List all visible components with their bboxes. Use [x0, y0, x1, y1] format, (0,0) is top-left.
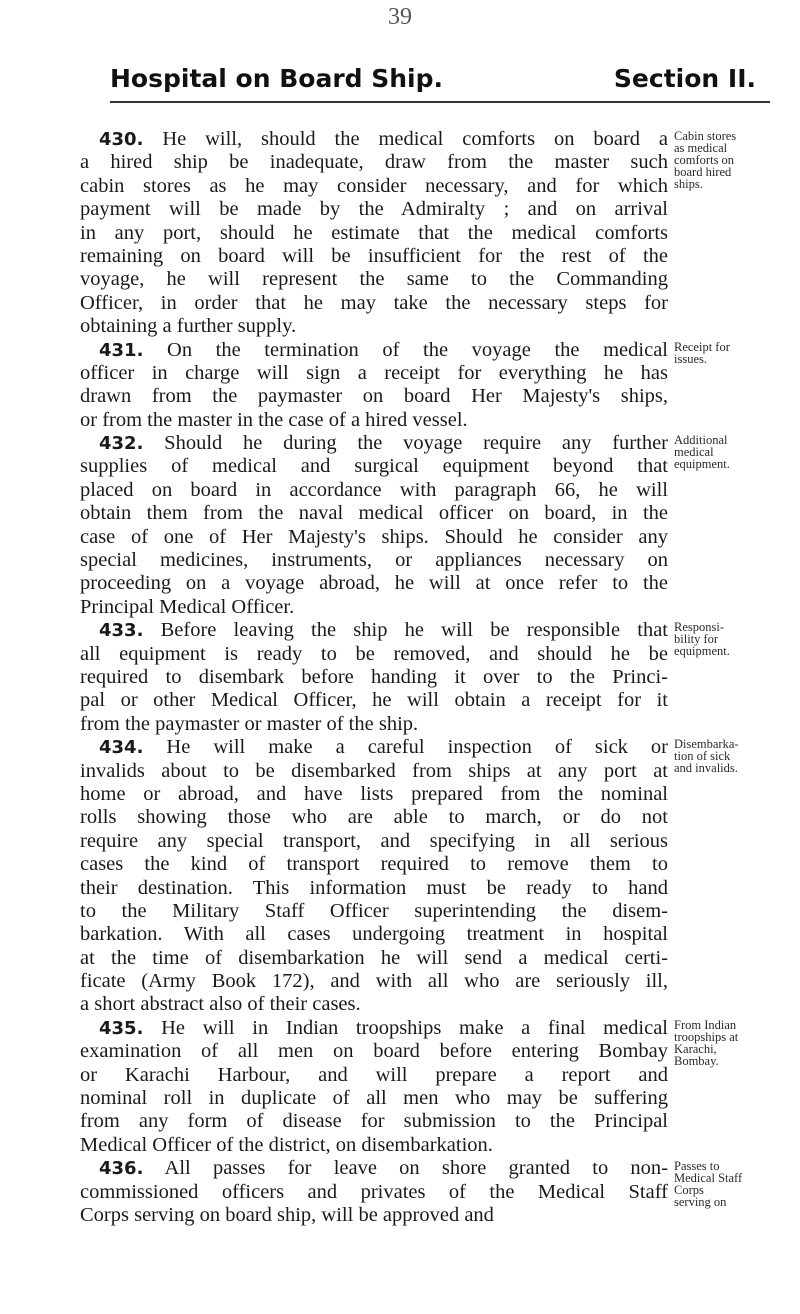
line-text: obtain them from the naval medical officer on board, in the — [80, 502, 668, 525]
header-rule — [110, 101, 770, 103]
line-text: invalids about to be disembarked from ships at any port at — [80, 759, 668, 782]
paragraph — [80, 339, 668, 433]
paragraph-number: 436. — [99, 1158, 144, 1180]
line-text: to the Military Staff Officer superintending the disem- — [80, 899, 668, 922]
text-line — [80, 666, 668, 689]
line-text: Principal Medical Officer. — [80, 595, 295, 618]
line-text: Before leaving the ship he will be responsible that — [160, 619, 668, 642]
body-text — [80, 128, 668, 1227]
line-text: Medical Officer of the district, on disembarkation. — [80, 1133, 493, 1156]
line-text: from any form of disease for submission to the Principal — [80, 1110, 668, 1133]
text-line — [80, 222, 668, 245]
paragraph — [80, 432, 668, 619]
text-line — [80, 830, 668, 853]
line-text: required to disembark before handing it over to the Princi- — [80, 665, 668, 688]
line-text: from the paymaster or master of the ship. — [80, 712, 419, 735]
margin-note-line: bility for — [674, 632, 719, 647]
margin-note-line: tion of sick — [674, 749, 731, 764]
margin-note-line: Additional — [674, 433, 728, 448]
paragraph-number: 433. — [99, 620, 144, 642]
text-line — [80, 1181, 668, 1204]
line-text: All passes for leave on shore granted to non- — [164, 1157, 668, 1180]
text-line — [80, 1157, 668, 1180]
line-text: drawn from the paymaster on board Her Majesty's ships, — [80, 385, 668, 408]
paragraph — [80, 619, 668, 736]
line-text: special medicines, instruments, or appliances necessary on — [80, 549, 668, 572]
line-text: He will make a careful inspection of sick or — [166, 736, 669, 759]
text-line — [80, 385, 668, 408]
margin-note-line: as medical — [674, 141, 728, 155]
margin-note-line: comforts on — [674, 153, 735, 167]
text-line — [80, 526, 668, 549]
margin-note — [674, 130, 798, 190]
text-line — [80, 175, 668, 198]
paragraph — [80, 1017, 668, 1157]
margin-note-line: medical — [674, 445, 714, 460]
line-text: in any port, should he estimate that the medical comforts — [80, 221, 668, 244]
text-line — [80, 315, 668, 338]
paragraph-number: 434. — [99, 737, 144, 759]
line-text: Should he during the voyage require any further — [164, 432, 668, 455]
margin-note — [674, 621, 798, 657]
paragraph-number: 430. — [99, 129, 144, 150]
paragraph-number: 431. — [99, 339, 144, 361]
text-line — [80, 736, 668, 759]
text-line — [80, 362, 668, 385]
margin-note — [674, 1019, 798, 1067]
text-line — [80, 1017, 668, 1040]
line-text: officer in charge will sign a receipt for everything he has — [80, 361, 668, 384]
text-line — [80, 409, 668, 432]
line-text: a hired ship be inadequate, draw from the master such — [80, 151, 668, 174]
text-line — [80, 596, 668, 619]
text-line — [80, 853, 668, 876]
header-section: Section II. — [613, 64, 756, 93]
text-line — [80, 947, 668, 970]
margin-note-line: Medical Staff — [674, 1170, 743, 1185]
text-line — [80, 549, 668, 572]
paragraph-number: 432. — [99, 433, 144, 455]
margin-note-line: Responsi- — [674, 620, 724, 635]
margin-note — [674, 341, 798, 365]
text-line — [80, 783, 668, 806]
text-line — [80, 455, 668, 478]
margin-note-line: From Indian — [674, 1018, 737, 1033]
text-line — [80, 970, 668, 993]
text-line — [80, 292, 668, 315]
line-text: pal or other Medical Officer, he will obtain a receipt for it — [80, 689, 668, 712]
margin-note-line: board hired — [674, 165, 732, 179]
text-line — [80, 432, 668, 455]
text-line — [80, 268, 668, 291]
line-text: or from the master in the case of a hired vessel. — [80, 408, 468, 431]
text-line — [80, 923, 668, 946]
margin-note-line: ships. — [674, 177, 703, 191]
text-line — [80, 1040, 668, 1063]
text-line — [80, 760, 668, 783]
running-header — [110, 64, 770, 104]
text-line — [80, 689, 668, 712]
paragraph — [80, 1157, 668, 1227]
line-text: supplies of medical and surgical equipment beyond that — [80, 455, 668, 478]
line-text: rolls showing those who are able to march, or do not — [80, 806, 668, 829]
text-line — [80, 151, 668, 174]
line-text: a short abstract also of their cases. — [80, 993, 361, 1016]
line-text: examination of all men on board before entering Bombay — [80, 1040, 668, 1063]
line-text: Officer, in order that he may take the necessary steps for — [80, 291, 668, 314]
margin-note — [674, 434, 798, 470]
text-line — [80, 877, 668, 900]
line-text: case of one of Her Majesty's ships. Should he consider any — [80, 525, 668, 548]
margin-note — [674, 1160, 798, 1208]
text-line — [80, 1087, 668, 1110]
margin-note-line: Karachi, — [674, 1042, 717, 1057]
margin-note-line: equipment. — [674, 457, 730, 472]
line-text: cases the kind of transport required to remove them to — [80, 853, 668, 876]
margin-note-line: issues. — [674, 351, 707, 366]
margin-note-line: Bombay. — [674, 1054, 719, 1069]
line-text: home or abroad, and have lists prepared from the nominal — [80, 782, 668, 805]
text-line — [80, 128, 668, 151]
page-number: 39 — [388, 4, 412, 30]
line-text: all equipment is ready to be removed, and should he be — [80, 642, 668, 665]
text-line — [80, 1204, 668, 1227]
text-line — [80, 1110, 668, 1133]
margin-note-line: Cabin stores — [674, 129, 737, 143]
line-text: payment will be made by the Admiralty ; and on arrival — [80, 198, 668, 221]
line-text: On the termination of the voyage the medical — [167, 338, 668, 361]
line-text: voyage, he will represent the same to the Commanding — [80, 268, 668, 291]
line-text: barkation. With all cases undergoing treatment in hospital — [80, 923, 668, 946]
paragraph — [80, 736, 668, 1017]
margin-note-line: equipment. — [674, 644, 730, 659]
line-text: obtaining a further supply. — [80, 315, 297, 338]
line-text: remaining on board will be insufficient for the rest of the — [80, 244, 668, 267]
line-text: Corps serving on board ship, will be approved and — [80, 1203, 494, 1226]
line-text: placed on board in accordance with paragraph 66, he will — [80, 478, 668, 501]
line-text: nominal roll in duplicate of all men who may be suffering — [80, 1087, 668, 1110]
header-title: Hospital on Board Ship. — [110, 64, 444, 93]
text-line — [80, 713, 668, 736]
text-line — [80, 339, 668, 362]
text-line — [80, 900, 668, 923]
line-text: He will in Indian troopships make a final medical — [161, 1016, 669, 1039]
line-text: require any special transport, and specifying in all serious — [80, 829, 668, 852]
text-line — [80, 572, 668, 595]
text-line — [80, 245, 668, 268]
margin-note-line: Corps — [674, 1182, 704, 1197]
text-line — [80, 1064, 668, 1087]
line-text: proceeding on a voyage abroad, he will at once refer to the — [80, 572, 668, 595]
text-line — [80, 993, 668, 1016]
margin-note-line: Receipt for — [674, 339, 730, 354]
line-text: commissioned officers and privates of the Medical Staff — [80, 1180, 668, 1203]
line-text: cabin stores as he may consider necessary, and for which — [80, 174, 668, 197]
line-text: He will, should the medical comforts on board a — [162, 128, 669, 150]
margin-note-line: serving on — [674, 1194, 727, 1209]
line-text: their destination. This information must be ready to hand — [80, 876, 668, 899]
margin-note-line: Disembarka- — [674, 737, 739, 752]
text-line — [80, 1134, 668, 1157]
margin-note-line: and invalids. — [674, 761, 738, 776]
line-text: or Karachi Harbour, and will prepare a report and — [80, 1063, 668, 1086]
paragraph — [80, 128, 668, 339]
margin-note-line: Passes to — [674, 1158, 720, 1173]
text-line — [80, 619, 668, 642]
text-line — [80, 198, 668, 221]
text-line — [80, 502, 668, 525]
line-text: ficate (Army Book 172), and with all who are seriously ill, — [80, 970, 668, 993]
text-line — [80, 806, 668, 829]
margin-note-line: troopships at — [674, 1030, 739, 1045]
margin-note — [674, 738, 798, 774]
line-text: at the time of disembarkation he will send a medical certi- — [80, 946, 668, 969]
text-line — [80, 643, 668, 666]
paragraph-number: 435. — [99, 1017, 144, 1039]
text-line — [80, 479, 668, 502]
